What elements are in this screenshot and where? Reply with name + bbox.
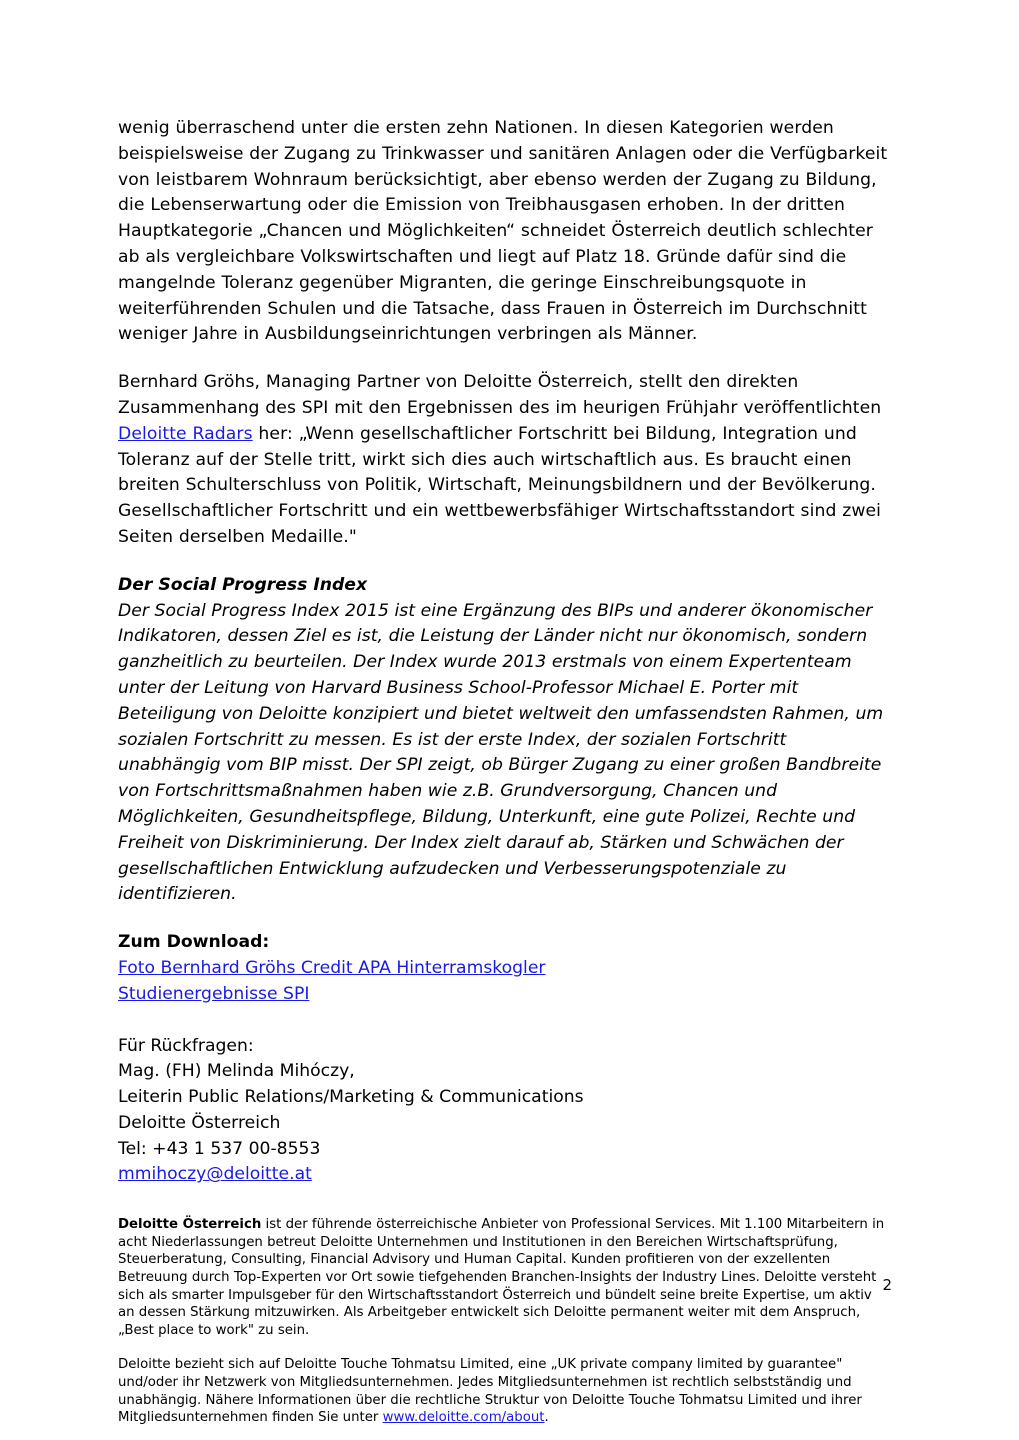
contact-email-row bbox=[118, 1162, 890, 1188]
smallprint-paragraph-2-text-before-link: Deloitte bezieht sich auf Deloitte Touche Tohmatsu Limited, eine „UK private company limited by guarantee" und/oder ihr Netzwerk von Mitgliedsunternehmen. Jedes Mitgliedsunternehmen ist rechtlich selbstständig und unabhängig. Nähere Informationen über die rechtliche Struktur von Deloitte Touche Tohmatsu Limited und ihrer Mitgliedsunternehmen finden Sie unter bbox=[118, 1357, 862, 1426]
contact-email-link[interactable]: mmihoczy@deloitte.at bbox=[118, 1164, 312, 1185]
contact-heading: Für Rückfragen: bbox=[118, 1035, 254, 1056]
body-paragraph-1: wenig überraschend unter die ersten zehn Nationen. In diesen Kategorien werden beispielsweise der Zugang zu Trinkwasser und sanitären Anlagen oder die Verfügbarkeit von leistbarem Wohnraum berücksichtigt, aber ebenso werden der Zugang zu Bildung, die Lebenserwartung oder die Emission von Treibhausgasen erhoben. In der dritten Hauptkategorie „Chancen und Möglichkeiten“ schneidet Österreich deutlich schlechter ab als vergleichbare Volkswirtschaften und liegt auf Platz 18. Gründe dafür sind die mangelnde Toleranz gegenüber Migranten, die geringe Einschreibungsquote in weiterführenden Schulen und die Tatsache, dass Frauen in Österreich im Durchschnitt weniger Jahre in Ausbildungseinrichtungen verbringen als Männer. bbox=[118, 118, 888, 345]
download-section-heading: Zum Download: bbox=[118, 932, 270, 953]
contact-company: Deloitte Österreich bbox=[118, 1112, 281, 1133]
download-link-row-1 bbox=[118, 956, 890, 982]
body-paragraph-2 bbox=[118, 370, 890, 551]
smallprint-paragraph-1-text: ist der führende österreichische Anbieter von Professional Services. Mit 1.100 Mitarbeitern in acht Niederlassungen betreut Deloitte Unternehmen und Institutionen in den Bereichen Wirtschaftsprüfung, Steuerberatung, Consulting, Financial Advisory und Human Capital. Kunden profitieren von der exzellenten Betreuung durch Top-Experten vor Ort sowie tiefgehenden Branchen-Insights der Industry Lines. Deloitte versteht sich als smarter Impulsgeber für den Wirtschaftsstandort Österreich und bündelt seine breite Expertise, um aktiv an dessen Stärkung mitzuwirken. Als Arbeitgeber entwickelt sich Deloitte permanent weiter mit dem Anspruch, „Best place to work" zu sein. bbox=[118, 1217, 885, 1338]
contact-phone: Tel: +43 1 537 00-8553 bbox=[118, 1138, 321, 1159]
smallprint-paragraph-2-text-after-link: . bbox=[544, 1410, 549, 1426]
page-number: 2 bbox=[882, 1276, 892, 1294]
paragraph-2-text-before-link: Bernhard Gröhs, Managing Partner von Deloitte Österreich, stellt den direkten Zusammenhang des SPI mit den Ergebnissen des im heurigen Frühjahr veröffentlichten bbox=[118, 372, 882, 418]
paragraph-2-text-after-link: her: „Wenn gesellschaftlicher Fortschritt bei Bildung, Integration und Toleranz auf der Stelle tritt, wirkt sich dies auch wirtschaftlich aus. Es braucht einen breiten Schulterschluss von Politik, Wirtschaft, Meinungsbildnern und der Bevölkerung. Gesellschaftlicher Fortschritt und ein wettbewerbsfähiger Wirtschaftsstandort sind zwei Seiten derselben Medaille." bbox=[118, 423, 882, 547]
spi-section-heading: Der Social Progress Index bbox=[118, 574, 368, 595]
page-content bbox=[118, 116, 890, 1427]
deloitte-radar-link[interactable]: Deloitte Radars bbox=[118, 423, 253, 444]
smallprint-lead-bold: Deloitte Österreich bbox=[118, 1217, 262, 1233]
deloitte-about-link[interactable]: www.deloitte.com/about bbox=[382, 1410, 545, 1426]
contact-role: Leiterin Public Relations/Marketing & Communications bbox=[118, 1087, 584, 1108]
download-link-row-2 bbox=[118, 982, 890, 1008]
download-link-studienergebnisse[interactable]: Studienergebnisse SPI bbox=[118, 983, 310, 1004]
smallprint-paragraph-2 bbox=[118, 1356, 890, 1426]
smallprint-block bbox=[118, 1216, 890, 1427]
contact-name: Mag. (FH) Melinda Mihóczy, bbox=[118, 1061, 355, 1082]
download-link-foto[interactable]: Foto Bernhard Gröhs Credit APA Hinterramskogler bbox=[118, 957, 546, 978]
contact-block bbox=[118, 1034, 890, 1189]
spi-section-text: Der Social Progress Index 2015 ist eine Ergänzung des BIPs und anderer ökonomischer Indikatoren, dessen Ziel es ist, die Leistung der Länder nicht nur ökonomisch, sondern ganzheitlich zu beurteilen. Der Index wurde 2013 erstmals von einem Expertenteam unter der Leitung von Harvard Business School-Professor Michael E. Porter mit Beteiligung von Deloitte konzipiert und bietet weltweit den umfassendsten Rahmen, um sozialen Fortschritt zu messen. Es ist der erste Index, der sozialen Fortschritt unabhängig vom BIP misst. Der SPI zeigt, ob Bürger Zugang zu einer großen Bandbreite von Fortschrittsmaßnahmen haben wie z.B. Grundversorgung, Chancen und Möglichkeiten, Gesundheitspflege, Bildung, Unterkunft, eine gute Polizei, Rechte und Freiheit von Diskriminierung. Der Index zielt darauf ab, Stärken und Schwächen der gesellschaftlichen Entwicklung aufzudecken und Verbesserungspotenziale zu identifizieren. bbox=[118, 600, 884, 905]
